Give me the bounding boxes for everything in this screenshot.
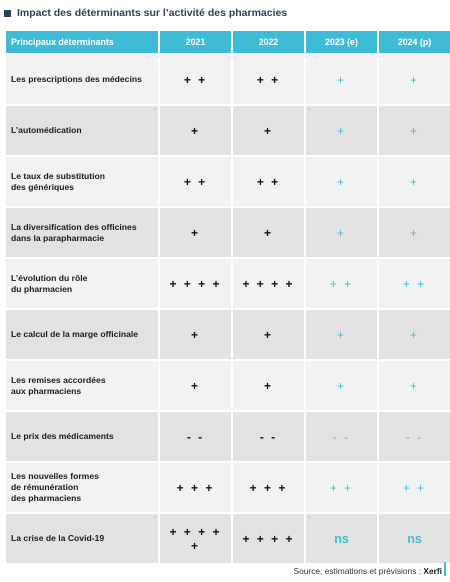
header-2021: 2021 xyxy=(160,31,231,55)
source-note xyxy=(294,566,443,576)
impact-value: + + xyxy=(160,157,231,208)
impact-value: + xyxy=(233,361,304,412)
determinant-label: Les nouvelles formes de rémunération des pharmaciens xyxy=(6,463,158,514)
determinant-label: Les remises accordées aux pharmaciens xyxy=(6,361,158,412)
impact-value: + + xyxy=(379,463,450,514)
table-row xyxy=(6,157,450,208)
determinant-label: Le prix des médicaments xyxy=(6,412,158,463)
impact-value: + xyxy=(233,310,304,361)
header-determinants: Principaux déterminants xyxy=(6,31,158,55)
determinants-table xyxy=(4,31,450,565)
impact-value: + + + + + xyxy=(160,514,231,565)
source-brand: Xerfi xyxy=(423,566,442,576)
impact-value: + xyxy=(160,106,231,157)
table-row xyxy=(6,208,450,259)
impact-value: + xyxy=(379,106,450,157)
determinant-label: Le taux de substitution des génériques xyxy=(6,157,158,208)
impact-value: ns xyxy=(379,514,450,565)
impact-value: - - xyxy=(160,412,231,463)
header-2024: 2024 (p) xyxy=(379,31,450,55)
determinant-label: Le calcul de la marge officinale xyxy=(6,310,158,361)
table-row xyxy=(6,310,450,361)
impact-value: + xyxy=(160,310,231,361)
impact-value: + xyxy=(306,361,377,412)
impact-value: + xyxy=(233,208,304,259)
title-square-icon xyxy=(4,10,11,17)
impact-value: + + xyxy=(233,55,304,106)
impact-value: + xyxy=(306,208,377,259)
determinant-label: La crise de la Covid-19 xyxy=(6,514,158,565)
impact-value: + + + + xyxy=(160,259,231,310)
impact-value: + xyxy=(306,157,377,208)
table-row xyxy=(6,412,450,463)
impact-value: + xyxy=(160,361,231,412)
determinant-label: L’automédication xyxy=(6,106,158,157)
impact-value: + xyxy=(379,361,450,412)
determinant-label: La diversification des officines dans la parapharmacie xyxy=(6,208,158,259)
determinant-label: L’évolution du rôle du pharmacien xyxy=(6,259,158,310)
impact-value: + + xyxy=(233,157,304,208)
impact-value: + + + + xyxy=(233,259,304,310)
impact-value: + + xyxy=(379,259,450,310)
impact-value: + xyxy=(379,208,450,259)
impact-value: + xyxy=(233,106,304,157)
table-row xyxy=(6,106,450,157)
impact-value: + + xyxy=(306,259,377,310)
table-row xyxy=(6,259,450,310)
impact-value: + + xyxy=(306,463,377,514)
impact-value: + xyxy=(379,310,450,361)
impact-value: + + xyxy=(160,55,231,106)
impact-value: + + + + xyxy=(233,514,304,565)
impact-value: + xyxy=(379,55,450,106)
table-row xyxy=(6,463,450,514)
impact-value: + xyxy=(306,310,377,361)
table-row xyxy=(6,361,450,412)
table-row xyxy=(6,514,450,565)
impact-value: - - xyxy=(379,412,450,463)
header-2022: 2022 xyxy=(233,31,304,55)
title-row xyxy=(4,6,287,20)
page-title: Impact des déterminants sur l’activité des pharmacies xyxy=(17,7,288,19)
impact-value: + + + xyxy=(160,463,231,514)
impact-value: - - xyxy=(306,412,377,463)
impact-value: + xyxy=(306,55,377,106)
impact-value: - - xyxy=(233,412,304,463)
determinant-label: Les prescriptions des médecins xyxy=(6,55,158,106)
impact-value: ns xyxy=(306,514,377,565)
impact-value: + + + xyxy=(233,463,304,514)
impact-value: + xyxy=(160,208,231,259)
impact-value: + xyxy=(379,157,450,208)
table-header-row xyxy=(6,31,450,55)
impact-value: + xyxy=(306,106,377,157)
header-2023: 2023 (e) xyxy=(306,31,377,55)
source-prefix: Source, estimations et prévisions : xyxy=(293,566,424,576)
table-row xyxy=(6,55,450,106)
source-accent-bar xyxy=(444,562,446,576)
